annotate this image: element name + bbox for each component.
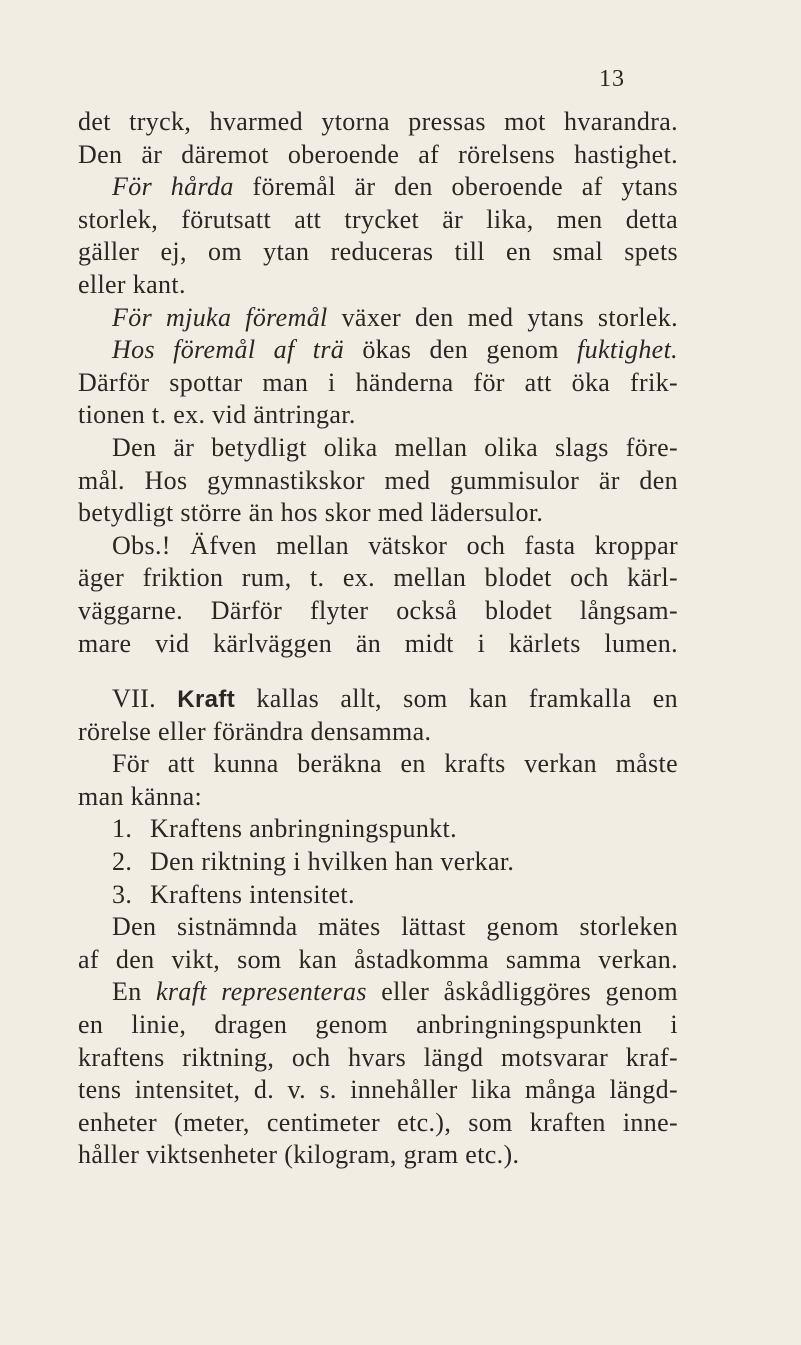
italic-term: fuktighet. <box>577 335 678 365</box>
text-line: af den vikt, som kan åstadkomma samma verkan. <box>78 944 678 974</box>
text-line: Den sistnämnda mätes lättast genom storleken <box>112 912 678 942</box>
text-line: betydligt större än hos skor med lädersulor. <box>78 498 544 528</box>
text-line: gäller ej, om ytan reduceras till en smal spets <box>78 237 678 267</box>
text-line: Obs.! Äfven mellan vätskor och fasta kroppar <box>112 530 678 560</box>
list-item: 3. Kraftens intensitet. <box>78 879 678 912</box>
text-line: håller viktsenheter (kilogram, gram etc.). <box>78 1140 520 1170</box>
text-line: För mjuka föremål växer den med ytans storlek. <box>112 302 678 332</box>
text-line: Den är betydligt olika mellan olika slags före- <box>112 432 678 462</box>
text-line: tens intensitet, d. v. s. innehåller lika många längd- <box>78 1075 678 1105</box>
italic-term: kraft representeras <box>155 977 367 1007</box>
text-line: det tryck, hvarmed ytorna pressas mot hvarandra. <box>78 107 678 136</box>
text-line: kraftens riktning, och hvars längd motsvarar kraf- <box>78 1042 678 1072</box>
list-item: 1. Kraftens anbringningspunkt. <box>78 813 678 846</box>
bold-term: Kraft <box>177 686 236 714</box>
italic-term: För mjuka föremål <box>112 302 328 332</box>
italic-term: Hos föremål af trä <box>112 335 345 365</box>
list-number: 1. <box>112 814 133 844</box>
text-line: För att kunna beräkna en krafts verkan måste <box>112 749 678 779</box>
list-item: 2. Den riktning i hvilken han verkar. <box>78 846 678 879</box>
text-line: Hos föremål af trä ökas den genom fuktighet. <box>112 335 678 365</box>
text-line: enheter (meter, centimeter etc.), som kraften inne- <box>78 1107 678 1137</box>
page-number: 13 <box>599 66 625 92</box>
italic-term: För hårda <box>112 172 234 202</box>
text-line: mål. Hos gymnastikskor med gummisulor är den <box>78 465 678 495</box>
list-number: 3. <box>112 879 133 909</box>
text-line: rörelse eller förändra densamma. <box>78 716 432 746</box>
text-line: storlek, förutsatt att trycket är lika, men detta <box>78 204 678 234</box>
text-line: För hårda föremål är den oberoende af ytans <box>112 172 678 202</box>
text-line: Därför spottar man i händerna för att öka frik- <box>78 367 678 397</box>
text-line: äger friktion rum, t. ex. mellan blodet och kärl- <box>78 563 678 593</box>
text-line: mare vid kärlväggen än midt i kärlets lumen. <box>78 628 678 658</box>
text-line: väggarne. Därför flyter också blodet långsam- <box>78 595 678 625</box>
list-number: 2. <box>112 847 133 877</box>
text-line: man känna: <box>78 781 203 811</box>
section-heading-line: VII. Kraft kallas allt, som kan framkalla en <box>112 684 678 714</box>
body-text <box>78 106 678 1172</box>
text-line: Den är däremot oberoende af rörelsens hastighet. <box>78 139 678 169</box>
text-line: eller kant. <box>78 269 186 299</box>
text-line: tionen t. ex. vid äntringar. <box>78 400 356 430</box>
text-line: en linie, dragen genom anbringningspunkten i <box>78 1010 678 1040</box>
text-line: En kraft representeras eller åskådliggöres genom <box>112 977 678 1007</box>
